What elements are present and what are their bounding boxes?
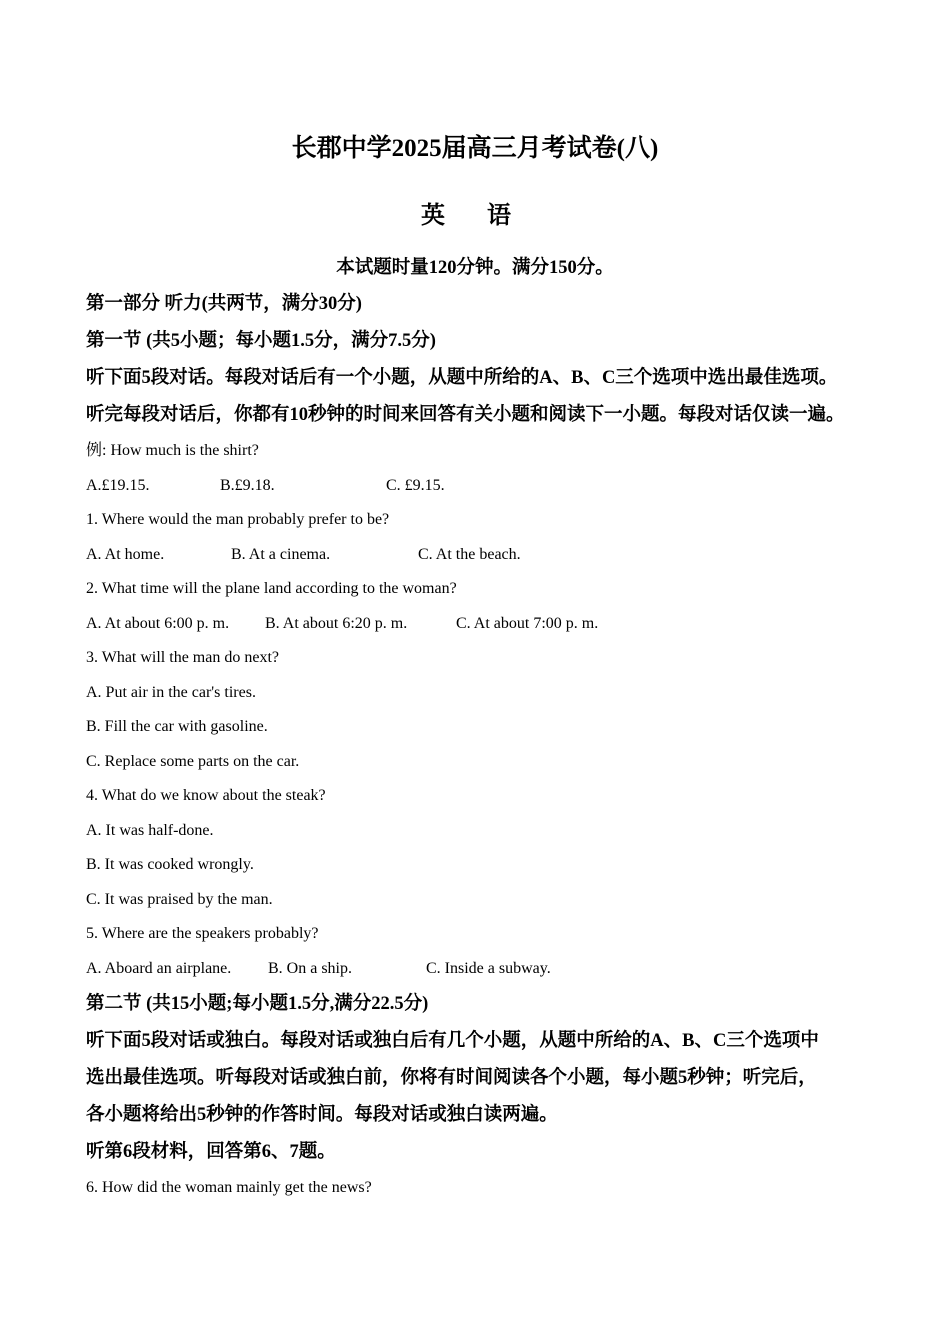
q2-option-a: A. At about 6:00 p. m. — [86, 615, 230, 632]
question-5: 5. Where are the speakers probably? — [86, 925, 319, 942]
page-title: 长郡中学2025届高三月考试卷(八) — [291, 135, 659, 162]
section1-instruction-line-2: 听完每段对话后，你都有10秒钟的时间来回答有关小题和阅读下一小题。每段对话仅读一遍。 — [86, 405, 845, 425]
time-note: 本试题时量120分钟。满分150分。 — [336, 258, 614, 278]
question-6: 6. How did the woman mainly get the news? — [86, 1179, 372, 1196]
section2-instruction-line-3: 各小题将给出5秒钟的作答时间。每段对话或独白读两遍。 — [86, 1105, 558, 1125]
question-4: 4. What do we know about the steak? — [86, 787, 326, 804]
example-question: 例: How much is the shirt? — [86, 442, 259, 459]
q4-option-a: A. It was half-done. — [86, 822, 214, 839]
q5-option-a: A. Aboard an airplane. — [86, 960, 232, 977]
q5-option-c: C. Inside a subway. — [426, 960, 551, 977]
example-option-a: A.£19.15. — [86, 477, 150, 494]
q3-option-b: B. Fill the car with gasoline. — [86, 718, 268, 735]
q2-option-b: B. At about 6:20 p. m. — [265, 615, 408, 632]
part1-heading: 第一部分 听力(共两节，满分30分) — [86, 294, 362, 314]
q4-option-b: B. It was cooked wrongly. — [86, 856, 254, 873]
q4-option-c: C. It was praised by the man. — [86, 891, 273, 908]
q1-option-a: A. At home. — [86, 546, 165, 563]
material-6-heading: 听第6段材料，回答第6、7题。 — [86, 1142, 336, 1162]
section2-heading: 第二节 (共15小题;每小题1.5分,满分22.5分) — [86, 994, 429, 1014]
example-option-c: C. £9.15. — [386, 477, 445, 494]
example-option-b: B.£9.18. — [220, 477, 275, 494]
q1-option-b: B. At a cinema. — [231, 546, 331, 563]
q1-option-c: C. At the beach. — [418, 546, 521, 563]
section2-instruction-line-1: 听下面5段对话或独白。每段对话或独白后有几个小题，从题中所给的A、B、C三个选项中 — [86, 1031, 819, 1051]
q3-option-c: C. Replace some parts on the car. — [86, 753, 300, 770]
question-2: 2. What time will the plane land according to the woman? — [86, 580, 457, 597]
q2-option-c: C. At about 7:00 p. m. — [456, 615, 599, 632]
q5-option-b: B. On a ship. — [268, 960, 352, 977]
q3-option-a: A. Put air in the car's tires. — [86, 684, 256, 701]
subject-title: 英 语 — [421, 203, 529, 229]
question-1: 1. Where would the man probably prefer to be? — [86, 511, 390, 528]
question-3: 3. What will the man do next? — [86, 649, 279, 666]
section1-heading: 第一节 (共5小题；每小题1.5分，满分7.5分) — [86, 331, 436, 351]
section2-instruction-line-2: 选出最佳选项。听每段对话或独白前，你将有时间阅读各个小题，每小题5秒钟；听完后， — [86, 1068, 817, 1088]
section1-instruction-line-1: 听下面5段对话。每段对话后有一个小题，从题中所给的A、B、C三个选项中选出最佳选项。 — [86, 368, 838, 388]
